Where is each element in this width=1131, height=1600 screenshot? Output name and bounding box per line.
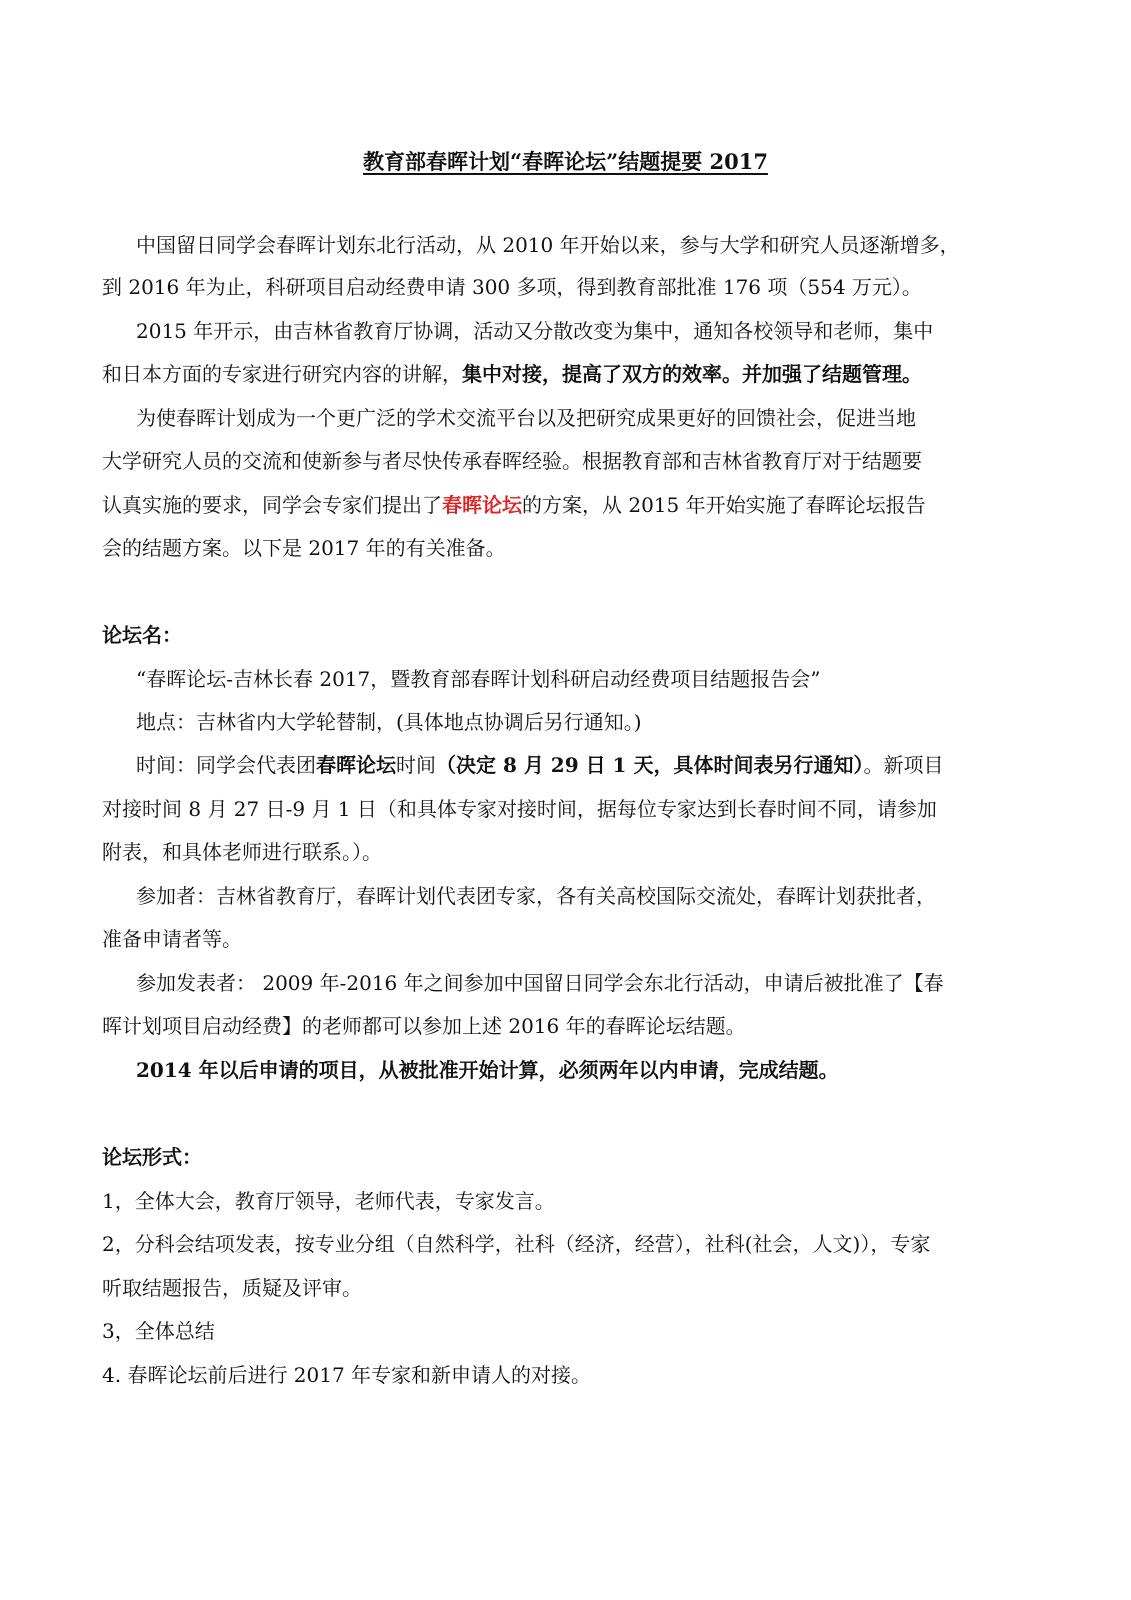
forum-presenters-line-1: 参加发表者： 2009 年-2016 年之间参加中国留日同学会东北行活动，申请后被批准了【春 [136,971,944,995]
intro-paragraph-3-line-1: 为使春晖计划成为一个更广泛的学术交流平台以及把研究成果更好的回馈社会，促进当地 [136,406,916,430]
format-item-2-line-2: 听取结题报告，质疑及评审。 [102,1276,362,1300]
intro-paragraph-2-line-2: 和日本方面的专家进行研究内容的讲解，集中对接，提高了双方的效率。并加强了结题管理。 [102,362,922,386]
intro-paragraph-1-line-2: 到 2016 年为止，科研项目启动经费申请 300 多项，得到教育部批准 176 项（554 万元）。 [102,275,922,299]
forum-deadline-rule: 2014 年以后申请的项目，从被批准开始计算，必须两年以内申请，完成结题。 [136,1058,839,1082]
forum-time-line-2: 对接时间 8 月 27 日-9 月 1 日（和具体专家对接时间，据每位专家达到长春时间不同，请参加 [102,797,937,821]
format-item-1: 1，全体大会，教育厅领导，老师代表，专家发言。 [102,1189,555,1213]
forum-participants-line-2: 准备申请者等。 [102,927,242,951]
format-item-4: 4. 春晖论坛前后进行 2017 年专家和新申请人的对接。 [102,1363,592,1387]
intro-paragraph-3-line-2: 大学研究人员的交流和使新参与者尽快传承春晖经验。根据教育部和吉林省教育厅对于结题要 [102,449,922,473]
document-title: 教育部春晖计划“春晖论坛”结题提要 2017 [363,149,768,174]
emphasis-efficiency: 集中对接，提高了双方的效率。并加强了结题管理。 [462,362,922,386]
format-item-2-line-1: 2，分科会结项发表，按专业分组（自然科学，社科（经济，经营），社科(社会，人文)），专家 [102,1232,931,1256]
forum-time-line-3: 附表，和具体老师进行联系。）。 [102,840,382,864]
forum-presenters-line-2: 晖计划项目启动经费】的老师都可以参加上述 2016 年的春晖论坛结题。 [102,1014,746,1038]
forum-location: 地点：吉林省内大学轮替制，(具体地点协调后另行通知。) [136,710,642,734]
forum-time-line-1: 时间：同学会代表团春晖论坛时间（决定 8 月 29 日 1 天，具体时间表另行通知）。新项目 [136,753,944,777]
format-item-3: 3，全体总结 [102,1319,215,1343]
intro-paragraph-3-line-3: 认真实施的要求，同学会专家们提出了春晖论坛的方案，从 2015 年开始实施了春晖论坛报告 [102,493,926,517]
intro-paragraph-1-line-1: 中国留日同学会春晖计划东北行活动，从 2010 年开始以来，参与大学和研究人员逐渐增多， [136,233,960,257]
section-heading-forum-format: 论坛形式： [102,1145,202,1169]
intro-paragraph-2-line-1: 2015 年开示，由吉林省教育厅协调，活动又分散改变为集中，通知各校领导和老师，集中 [136,319,934,343]
highlight-chunhui-forum: 春晖论坛 [442,493,522,517]
section-heading-forum-name: 论坛名： [102,623,182,647]
intro-paragraph-3-line-4: 会的结题方案。以下是 2017 年的有关准备。 [102,536,506,560]
forum-name: “春晖论坛-吉林长春 2017，暨教育部春晖计划科研启动经费项目结题报告会” [136,667,821,691]
forum-participants-line-1: 参加者：吉林省教育厅，春晖计划代表团专家，各有关高校国际交流处，春晖计划获批者， [136,884,936,908]
